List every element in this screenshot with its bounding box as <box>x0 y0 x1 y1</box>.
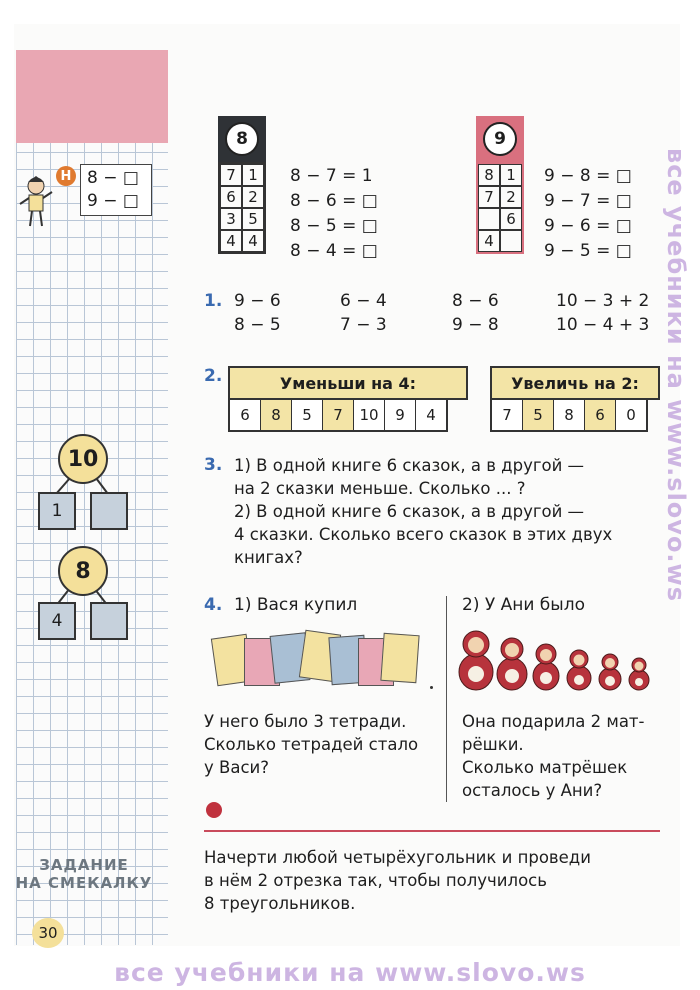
table9-equation: 9 − 6 = □ <box>544 216 632 236</box>
task3-line: книгах? <box>234 548 303 567</box>
task3-line: 4 сказки. Сколько всего сказок в этих двух <box>234 525 613 544</box>
task1-expr: 9 − 6 <box>234 291 281 311</box>
task4-left-line: у Васи? <box>204 758 269 777</box>
table8-cell: 3 <box>220 208 242 230</box>
strip-cell: 7 <box>492 400 523 430</box>
task4-left-text <box>204 710 418 779</box>
hint-line-2: 9 − □ <box>87 191 139 211</box>
strip-cell: 4 <box>416 400 446 430</box>
task3-line: 1) В одной книге 6 сказок, а в другой — <box>234 456 585 475</box>
table9-cell: 8 <box>478 164 500 186</box>
page-number: 30 <box>32 918 64 948</box>
task4-right-text <box>462 710 645 802</box>
table8-cell: 6 <box>220 186 242 208</box>
table8-cell: 1 <box>242 164 264 186</box>
table8-cell: 4 <box>242 230 264 252</box>
task4-right-line: рёшки. <box>462 735 524 754</box>
notebook-icon <box>380 633 419 683</box>
strip-cell: 9 <box>385 400 416 430</box>
table8-equation: 8 − 7 = 1 <box>290 166 373 186</box>
table9-equation: 9 − 8 = □ <box>544 166 632 186</box>
tree1-left: 1 <box>38 492 76 530</box>
section-divider <box>204 830 660 832</box>
table8-cell: 5 <box>242 208 264 230</box>
strip-cell: 8 <box>261 400 292 430</box>
matryoshka-image <box>456 622 652 692</box>
red-dot-marker <box>206 802 222 818</box>
task4-right-head: 2) У Ани было <box>462 595 585 615</box>
smekalka-label-line: ЗАДАНИЕ <box>39 856 129 874</box>
task1-expr: 9 − 8 <box>452 315 499 335</box>
task1-expr: 10 − 3 + 2 <box>556 291 650 311</box>
table9-header <box>476 116 524 162</box>
smekalka-text <box>204 846 591 915</box>
table8-cell: 2 <box>242 186 264 208</box>
task4-left-head: 1) Вася купил <box>234 595 358 615</box>
strip-cell: 7 <box>323 400 354 430</box>
task4-number: 4. <box>204 595 223 615</box>
strip-cell: 8 <box>554 400 585 430</box>
strip-cell: 6 <box>230 400 261 430</box>
table9-cell <box>500 230 522 252</box>
notebooks-image <box>210 628 430 692</box>
smekalka-label-line: НА СМЕКАЛКУ <box>15 874 153 892</box>
task1-expr: 8 − 5 <box>234 315 281 335</box>
smekalka-line: 8 треугольников. <box>204 894 356 913</box>
tree1-right <box>90 492 128 530</box>
table9-cell <box>478 208 500 230</box>
increase-title: Увеличь на 2: <box>490 366 660 400</box>
hint-line-1: 8 − □ <box>87 168 139 188</box>
tree1-top: 10 <box>58 434 108 484</box>
table9-cell: 2 <box>500 186 522 208</box>
table9-grid <box>476 162 524 254</box>
table9-equation: 9 − 5 = □ <box>544 241 632 261</box>
task1-number: 1. <box>204 291 223 311</box>
table9-cell: 7 <box>478 186 500 208</box>
table8-number: 8 <box>225 122 259 156</box>
table8-cell: 4 <box>220 230 242 252</box>
decrease-strip <box>228 398 448 432</box>
task4-right-line: осталось у Ани? <box>462 781 603 800</box>
task1-expr: 6 − 4 <box>340 291 387 311</box>
table9-cell: 1 <box>500 164 522 186</box>
task3-text <box>234 454 612 569</box>
task3-line: 2) В одной книге 6 сказок, а в другой — <box>234 502 585 521</box>
tree2-left: 4 <box>38 602 76 640</box>
smekalka-label <box>14 856 154 892</box>
task1-expr: 10 − 4 + 3 <box>556 315 650 335</box>
task3-line: на 2 сказки меньше. Сколько ... ? <box>234 479 526 498</box>
tree2-right <box>90 602 128 640</box>
task4-right-line: Сколько матрёшек <box>462 758 628 777</box>
table9-cell: 6 <box>500 208 522 230</box>
task4-left-line: Сколько тетрадей стало <box>204 735 419 754</box>
task4-left-line: У него было 3 тетради. <box>204 712 407 731</box>
strip-cell: 10 <box>354 400 385 430</box>
smekalka-line: Начерти любой четырёхугольник и проведи <box>204 848 591 867</box>
watermark-bottom: все учебники на www.slovo.ws <box>114 958 586 987</box>
table8-header <box>218 116 266 162</box>
decrease-title: Уменьши на 4: <box>228 366 468 400</box>
strip-cell: 6 <box>585 400 616 430</box>
table9-number: 9 <box>483 122 517 156</box>
hint-badge-letter: Н <box>60 168 72 184</box>
task1-expr: 8 − 6 <box>452 291 499 311</box>
strip-cell: 5 <box>292 400 323 430</box>
table9-cell: 4 <box>478 230 500 252</box>
task1-expr: 7 − 3 <box>340 315 387 335</box>
task3-number: 3. <box>204 455 223 475</box>
table8-grid <box>218 162 266 254</box>
table8-equation: 8 − 6 = □ <box>290 191 378 211</box>
strip-cell: 0 <box>616 400 646 430</box>
table8-equation: 8 − 4 = □ <box>290 241 378 261</box>
strip-cell: 5 <box>523 400 554 430</box>
dot <box>430 686 433 689</box>
smekalka-line: в нём 2 отрезка так, чтобы получилось <box>204 871 547 890</box>
watermark-side: все учебники на www.slovo.ws <box>662 148 690 602</box>
table8-equation: 8 − 5 = □ <box>290 216 378 236</box>
table9-equation: 9 − 7 = □ <box>544 191 632 211</box>
task4-right-line: Она подарила 2 мат- <box>462 712 645 731</box>
tree2-top: 8 <box>58 546 108 596</box>
table8-cell: 7 <box>220 164 242 186</box>
increase-strip <box>490 398 648 432</box>
tree-lines <box>0 0 200 700</box>
task4-divider <box>446 596 447 802</box>
task2-number: 2. <box>204 366 223 386</box>
